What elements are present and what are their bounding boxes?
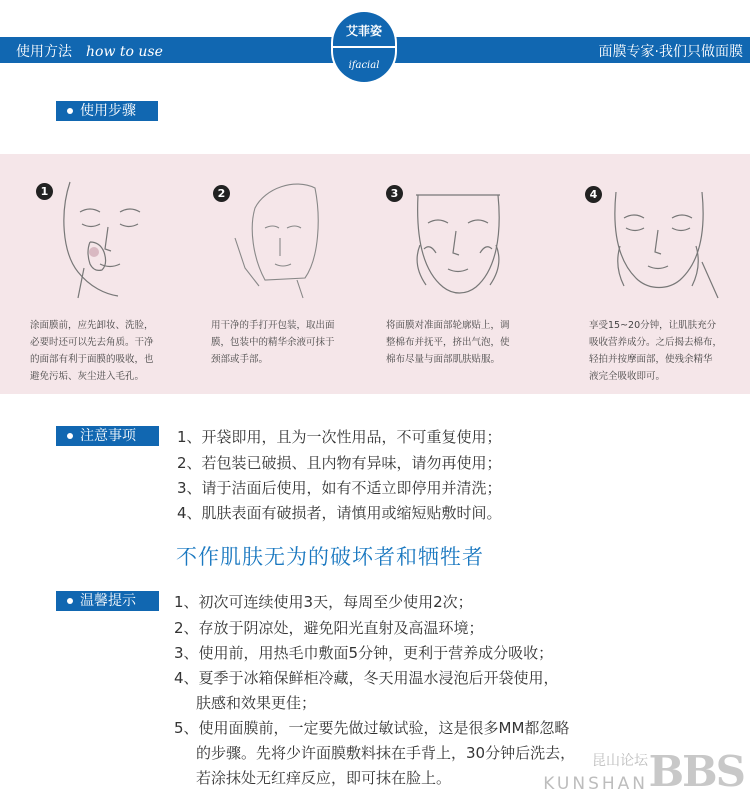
note-item-1: 1、开袋即用，且为一次性用品，不可重复使用； <box>177 428 502 446</box>
tip-line-5-cont-2: 若涂抹处无红痒反应，即可抹在脸上。 <box>196 769 452 787</box>
tip-line-4-cont: 肤感和效果更佳； <box>196 694 317 712</box>
header-slogan: 面膜专家·我们只做面膜 <box>598 44 743 60</box>
forum-watermark <box>524 740 744 796</box>
step-3-text: 将面膜对准面部轮廓贴上，调 整棉布并抚平，挤出气泡，使 棉布尽量与面部肌肤贴服。 <box>386 320 510 365</box>
step-1-text: 涂面膜前，应先卸妆、洗脸， 必要时还可以先去角质。干净 的面部有利于面膜的吸收，也 避免污垢、灰尘进入毛孔。 <box>30 320 154 382</box>
header-title-cn: 使用方法 <box>16 44 72 60</box>
header-title <box>16 41 163 61</box>
step-4-text: 享受15~20分钟，让肌肤充分 吸收营养成分。之后揭去棉布， 轻拍并按摩面部，使残余精华 液完全吸收即可。 <box>589 320 723 382</box>
step-4-number: 4 <box>585 186 602 203</box>
tip-line-5: 5、使用面膜前，一定要先做过敏试验，这是很多MM都忽略 <box>174 719 570 737</box>
step-1-face-illustration <box>50 172 170 302</box>
notes-tag: 注意事项 <box>56 426 159 446</box>
watermark-bbs: BBS <box>648 747 744 796</box>
tip-line-1: 1、初次可连续使用3天，每周至少使用2次； <box>174 593 473 611</box>
watermark-cn: 昆山论坛 <box>592 753 648 769</box>
note-item-2: 2、若包装已破损、且内物有异味，请勿再使用； <box>177 454 502 472</box>
watermark-en: KUNSHAN <box>543 774 648 794</box>
brand-logo <box>333 12 395 82</box>
step-2-number: 2 <box>213 185 230 202</box>
note-item-4: 4、肌肤表面有破损者，请慎用或缩短贴敷时间。 <box>177 504 502 522</box>
logo-text-cn: 艾菲姿 <box>345 24 382 38</box>
step-3-number: 3 <box>386 185 403 202</box>
step-1-number: 1 <box>36 183 53 200</box>
brand-slogan: 不作肌肤无为的破坏者和牺牲者 <box>176 545 484 569</box>
tip-line-4: 4、夏季于冰箱保鲜柜冷藏，冬天用温水浸泡后开袋使用， <box>174 669 559 687</box>
step-2-text: 用干净的手打开包装，取出面 膜，包装中的精华余液可抹于 颈部或手部。 <box>211 320 335 365</box>
tip-line-3: 3、使用前，用热毛巾敷面5分钟，更利于营养成分吸收； <box>174 644 554 662</box>
tip-line-2: 2、存放于阴凉处，避免阳光直射及高温环境； <box>174 619 484 637</box>
step-2-mask-illustration <box>225 168 335 308</box>
step-4-face-illustration <box>598 172 728 307</box>
header-title-en: how to use <box>86 44 163 60</box>
logo-text-en: ifacial <box>348 60 380 71</box>
tips-tag: 温馨提示 <box>56 591 159 611</box>
tip-line-5-cont: 的步骤。先将少许面膜敷料抹在手背上，30分钟后洗去， <box>196 744 576 762</box>
note-item-3: 3、请于洁面后使用，如有不适立即停用并清洗； <box>177 479 502 497</box>
usage-steps-tag: 使用步骤 <box>56 101 158 121</box>
step-3-face-illustration <box>398 175 518 305</box>
